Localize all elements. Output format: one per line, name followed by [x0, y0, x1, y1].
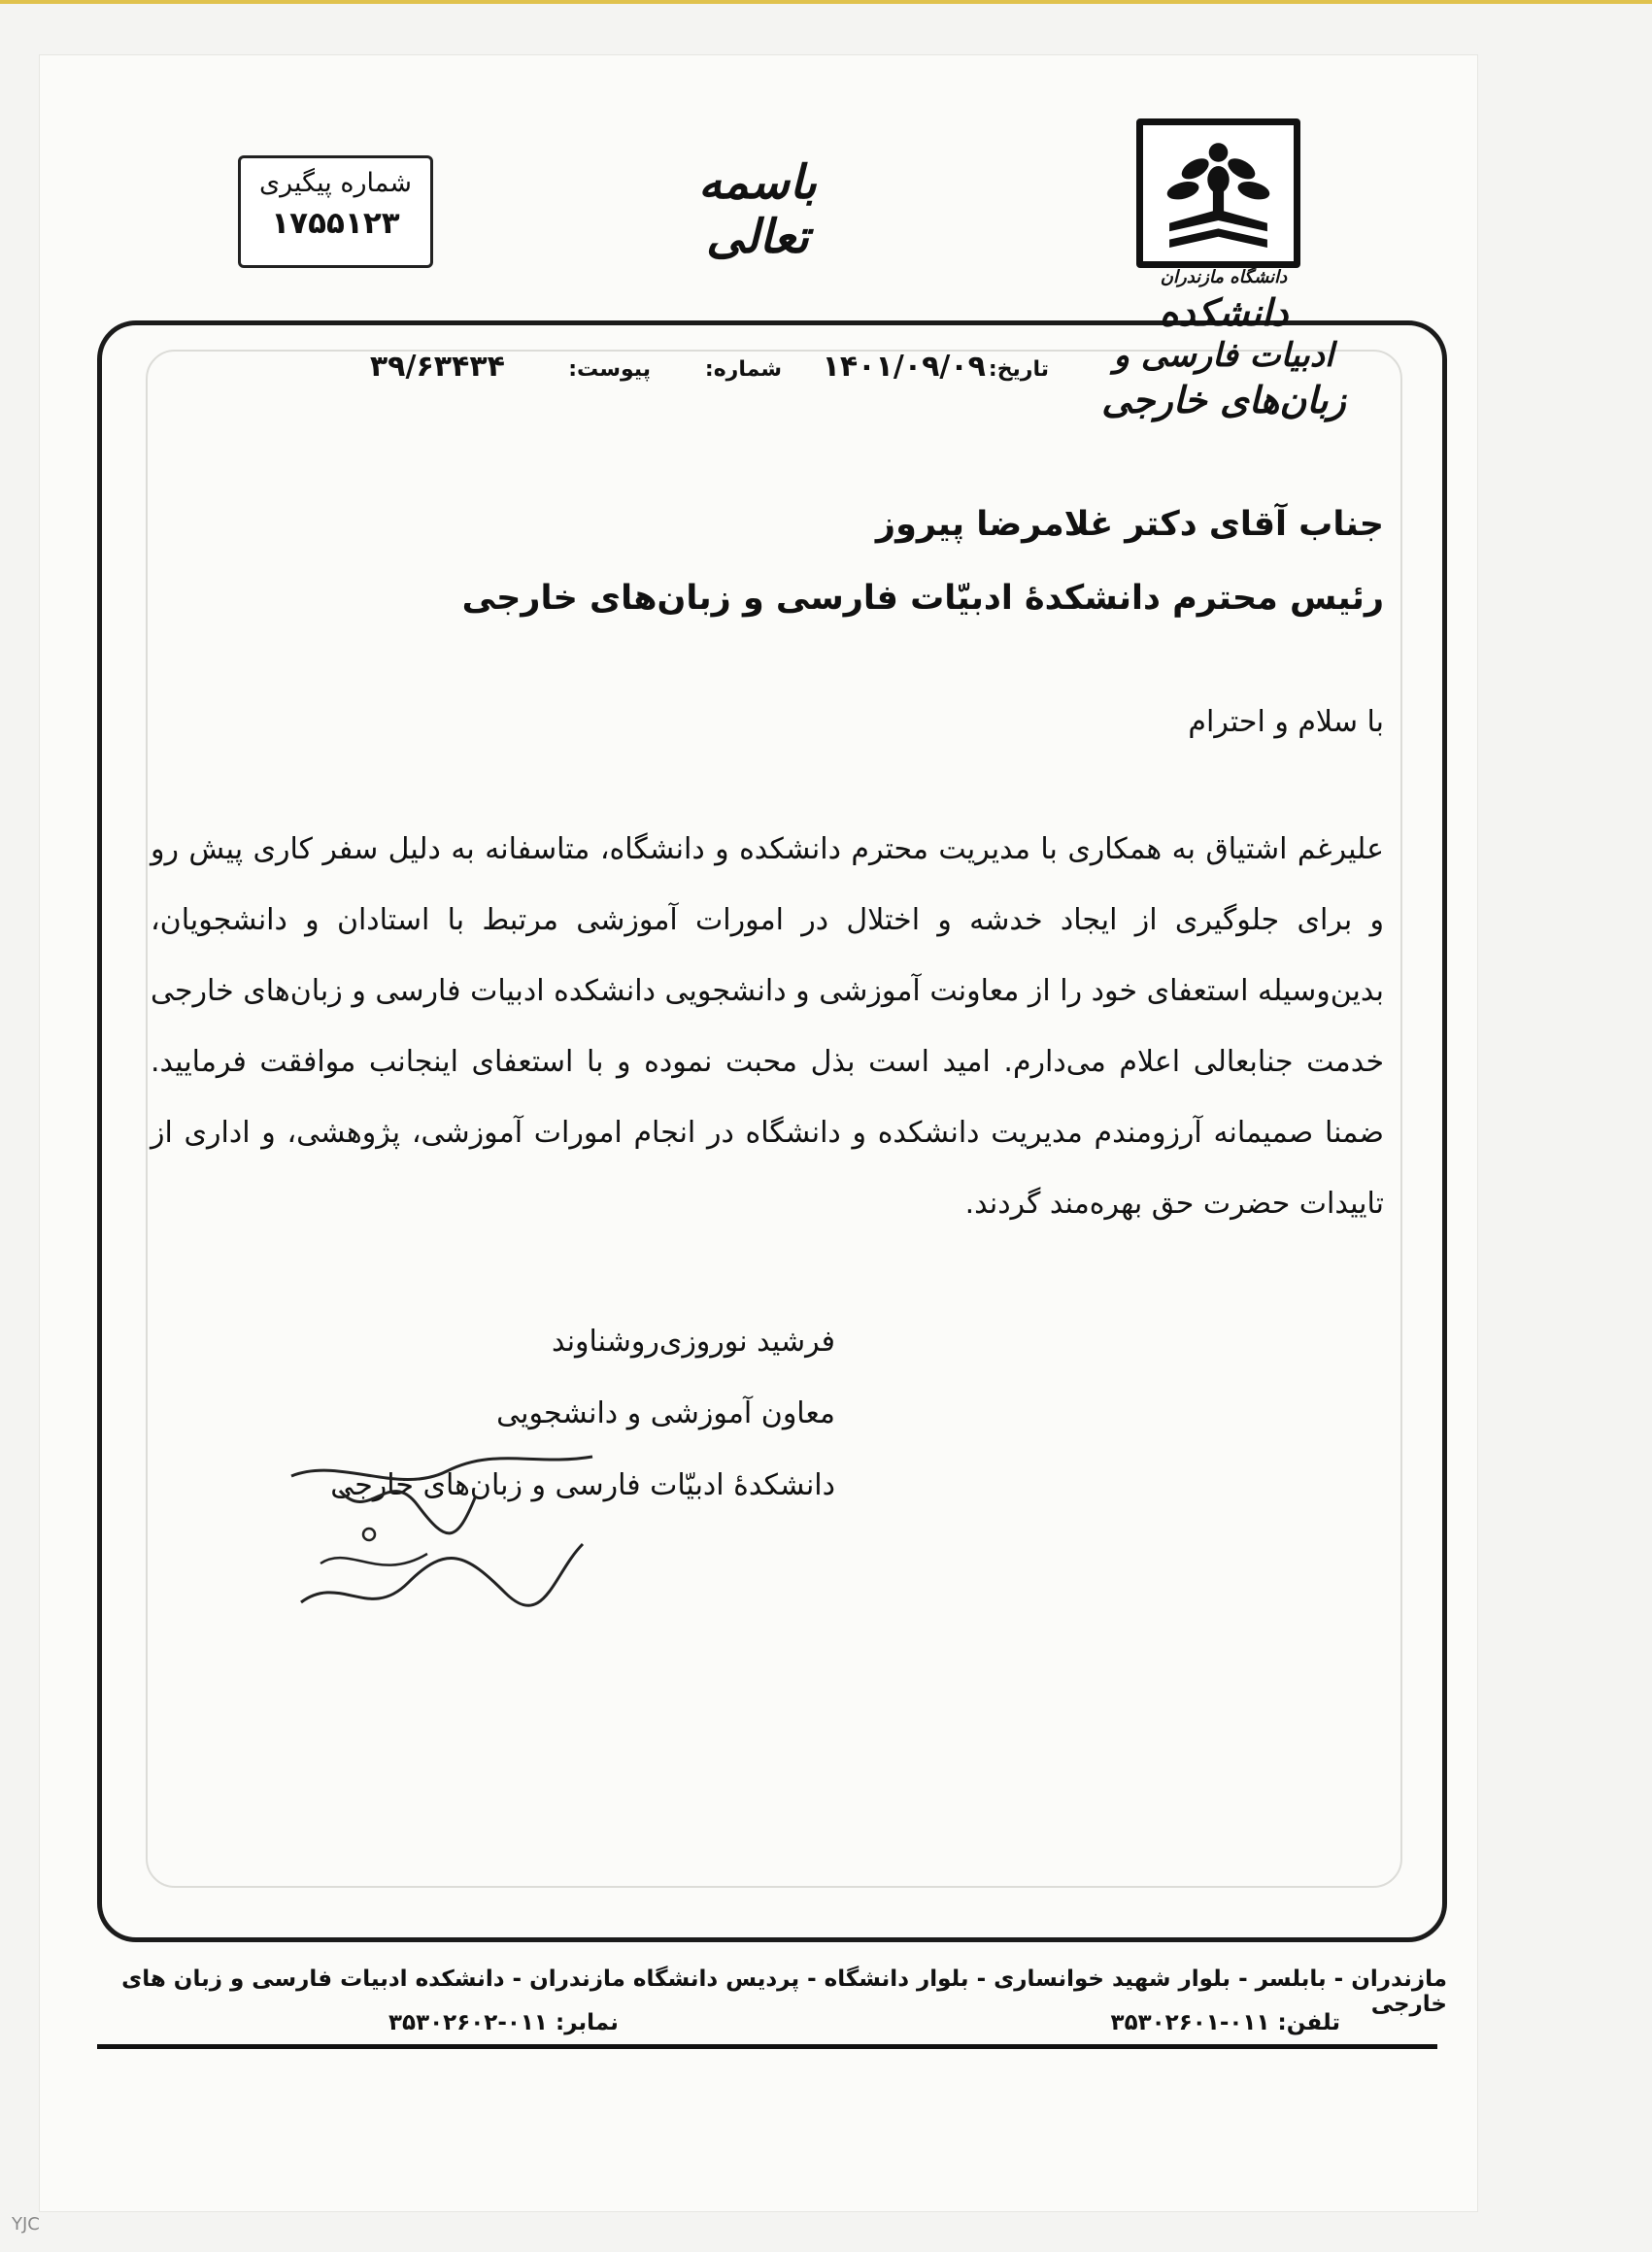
date-field [979, 350, 1049, 384]
faculty-name-line2: ادبیات فارسی و [1113, 336, 1334, 375]
signer-name: فرشید نوروزی‌روشناوند [551, 1325, 835, 1359]
addressee-title: رئیس محترم دانشکدهٔ ادبیّات فارسی و زبان‌های خارجی [461, 579, 1384, 618]
university-logo [1136, 118, 1300, 268]
date-label: تاریخ: [988, 357, 1049, 382]
letter-body: علیرغم اشتیاق به همکاری با مدیریت محترم دانشکده و دانشگاه، متاسفانه به دلیل سفر کاری پیش رو و برای جلوگیری از ایجاد خدشه و اختلال در امورات آموزشی مرتبط با استادان و دانشجویان، بدین‌وسیله استعفای خود را از معاونت آموزشی و دانشجویی دانشکده ادبیات فارسی و زبان‌های خارجی خدمت جنابعالی اعلام می‌دارم. امید است بذل محبت نموده و با استعفای اینجانب موافقت فرمایید. ضمنا صمیمانه آرزومندم مدیریت دانشکده و دانشگاه در انجام امورات آموزشی، پژوهشی، و اداری از تاییدات حضرت حق بهره‌مند گردند. [151, 832, 1384, 1221]
signer-position: معاون آموزشی و دانشجویی [496, 1396, 835, 1430]
bismillah-heading: باسمه تعالی [698, 155, 817, 264]
top-edge-line [0, 0, 1652, 4]
number-field [695, 350, 782, 384]
number-value: ۳۹/۶۳۴۳۴ [369, 350, 505, 384]
letter-meta-row [262, 350, 1049, 398]
addressee-name: جناب آقای دکتر غلامرضا پیروز [875, 505, 1384, 544]
footer-address: مازندران - بابلسر - بلوار شهید خوانساری - بلوار دانشگاه - پردیس دانشگاه مازندران - دانشکده ادبیات فارسی و زبان های خارجی [121, 1966, 1447, 2017]
number-label: شماره: [704, 357, 782, 382]
tree-emblem-icon [1143, 125, 1294, 261]
footer-phone: تلفن: ۰۱۱-۳۵۳۰۲۶۰۱ [1110, 2010, 1340, 2035]
date-value-field [823, 350, 986, 384]
agency-watermark: YJC [12, 2214, 40, 2235]
tracking-label: شماره پیگیری [259, 168, 412, 198]
footer-rule [97, 2044, 1437, 2049]
university-name: دانشگاه مازندران [1160, 267, 1288, 287]
greeting: با سلام و احترام [1188, 705, 1384, 739]
tracking-number: ۱۷۵۵۱۲۳ [271, 206, 400, 241]
footer-fax: نمابر: ۰۱۱-۳۵۳۰۲۶۰۲ [388, 2010, 619, 2035]
number-value-field [370, 350, 505, 384]
tracking-number-box [238, 155, 433, 268]
faculty-name-line3: زبان‌های خارجی [1101, 377, 1346, 421]
faculty-letterhead-name [1068, 267, 1379, 422]
attachment-field [558, 350, 651, 384]
handwritten-signature [282, 1437, 602, 1641]
date-value: ۱۴۰۱/۰۹/۰۹ [822, 350, 986, 384]
signer-faculty: دانشکدهٔ ادبیّات فارسی و زبان‌های خارجی [330, 1468, 835, 1502]
attachment-label: پیوست: [568, 357, 651, 382]
faculty-name-line1: دانشکده [1159, 289, 1289, 334]
footer-contact [388, 2010, 1340, 2049]
